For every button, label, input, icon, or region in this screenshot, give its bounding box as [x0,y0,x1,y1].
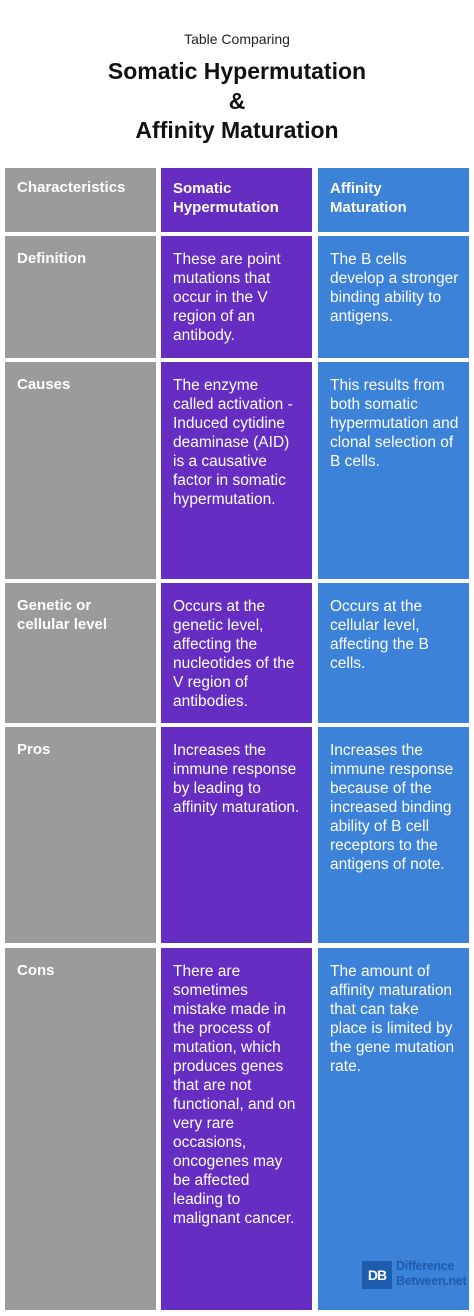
table-row-definition [0,236,474,358]
row-label: Pros [5,727,156,943]
table-row-genetic-or-cellular-level [0,583,474,723]
somatic-cell: Occurs at the genetic level, affecting the nucleotides of the V region of antibodies. [161,583,312,723]
table-row-causes [0,362,474,579]
affinity-cell: The amount of affinity maturation that can take place is limited by the gene mutation rate. [318,948,469,1310]
page-title-line-1: Somatic Hypermutation [107,58,367,84]
affinity-cell: Increases the immune response because of the increased binding ability of B cell receptors to the antigens of note. [318,727,469,943]
somatic-cell: The enzyme called activation - Induced cytidine deaminase (AID) is a causative factor in somatic hypermutation. [161,362,312,579]
column-header-characteristics: Characteristics [5,168,156,232]
difference-between-logo [362,1259,470,1291]
page-title-line-3: Affinity Maturation [135,117,339,143]
affinity-cell: Occurs at the cellular level, affecting the B cells. [318,583,469,723]
table-row-pros [0,727,474,943]
row-label: Definition [5,236,156,358]
column-header-affinity-maturation: Affinity Maturation [318,168,469,232]
row-label: Cons [5,948,156,1310]
somatic-cell: These are point mutations that occur in the V region of an antibody. [161,236,312,358]
logo-wordmark [396,1259,466,1289]
logo-wordmark-line-1: Difference [396,1259,455,1273]
table-row-cons [0,948,474,1310]
page-title-ampersand: & [228,88,246,114]
page-header [0,0,474,168]
row-label: Causes [5,362,156,579]
row-label: Genetic or cellular level [5,583,156,723]
table-header-row [0,168,474,232]
affinity-cell: The B cells develop a stronger binding ability to antigens. [318,236,469,358]
page-kicker: Table Comparing [184,31,290,47]
somatic-cell: There are sometimes mistake made in the process of mutation, which produces genes that are not functional, and on very rare occasions, oncogenes may be affected leading to malignant cancer. [161,948,312,1310]
somatic-cell: Increases the immune response by leading to affinity maturation. [161,727,312,943]
column-header-somatic-hypermutation: Somatic Hypermutation [161,168,312,232]
db-logo-mark: DB [362,1261,392,1289]
logo-wordmark-line-2: Between.net [396,1274,467,1288]
affinity-cell: This results from both somatic hypermutation and clonal selection of B cells. [318,362,469,579]
